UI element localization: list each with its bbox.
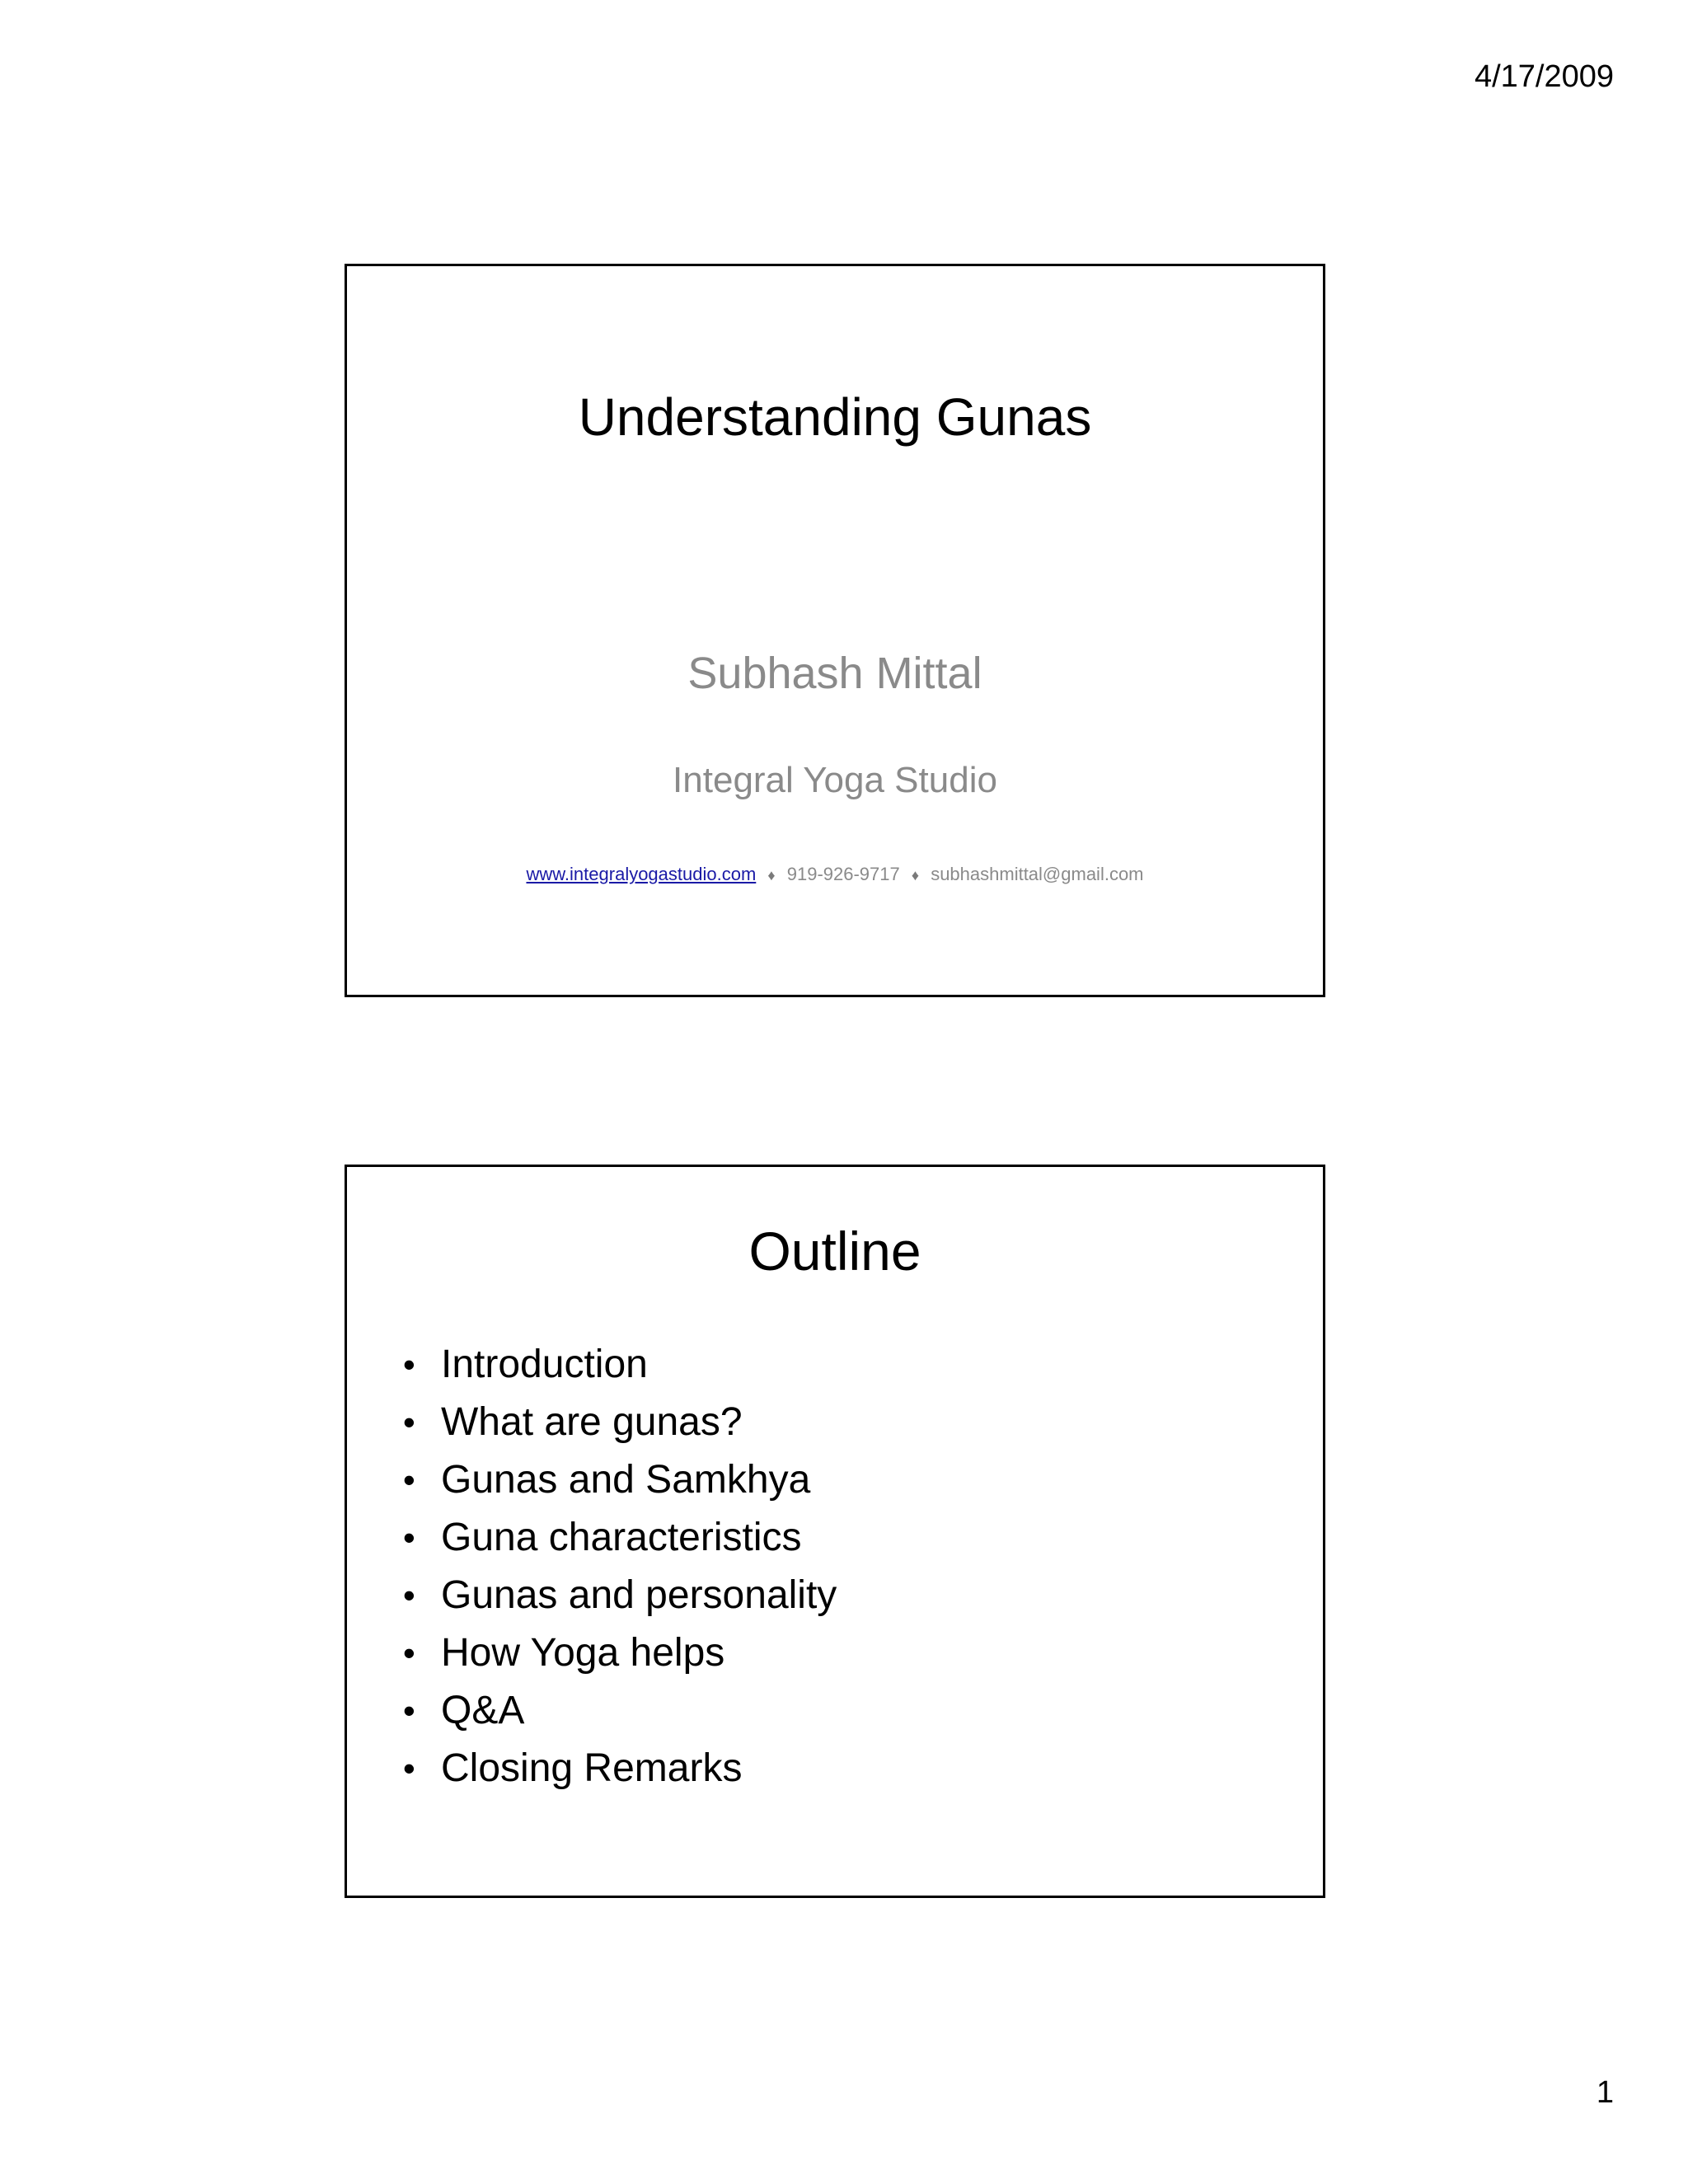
bullet-icon: • (403, 1576, 415, 1615)
bullet-icon: • (403, 1518, 415, 1557)
slide-title: Outline (748, 1221, 921, 1282)
contact-line (347, 864, 1323, 885)
list-item-label: What are gunas? (441, 1400, 743, 1444)
list-item-label: Guna characteristics (441, 1516, 802, 1559)
diamond-separator-icon: ♦ (911, 867, 920, 883)
slide-title: Understanding Gunas (578, 387, 1092, 447)
list-item (403, 1624, 837, 1682)
bullet-icon: • (403, 1691, 415, 1730)
list-item-label: Gunas and Samkhya (441, 1458, 811, 1502)
page-number: 1 (1596, 2075, 1614, 2110)
list-item (403, 1740, 837, 1797)
page-date: 4/17/2009 (1474, 59, 1614, 94)
bullet-icon: • (403, 1345, 415, 1384)
list-item (403, 1451, 837, 1509)
bullet-icon: • (403, 1633, 415, 1672)
bullet-icon: • (403, 1460, 415, 1499)
email-address: subhashmittal@gmail.com (931, 864, 1144, 884)
outline-list (403, 1336, 837, 1797)
list-item (403, 1509, 837, 1567)
list-item (403, 1682, 837, 1740)
diamond-separator-icon: ♦ (767, 867, 776, 883)
organization-name: Integral Yoga Studio (673, 760, 997, 800)
title-slide (345, 264, 1325, 997)
list-item-label: Gunas and personality (441, 1573, 837, 1617)
bullet-icon: • (403, 1403, 415, 1441)
outline-slide (345, 1165, 1325, 1898)
list-item-label: Q&A (441, 1689, 525, 1732)
bullet-icon: • (403, 1749, 415, 1788)
list-item (403, 1394, 837, 1451)
phone-number: 919-926-9717 (786, 864, 900, 884)
list-item (403, 1336, 837, 1394)
list-item-label: Closing Remarks (441, 1746, 743, 1790)
list-item-label: Introduction (441, 1343, 648, 1386)
website-link[interactable]: www.integralyogastudio.com (526, 864, 757, 884)
author-name: Subhash Mittal (687, 649, 982, 698)
list-item (403, 1567, 837, 1624)
list-item-label: How Yoga helps (441, 1631, 725, 1675)
